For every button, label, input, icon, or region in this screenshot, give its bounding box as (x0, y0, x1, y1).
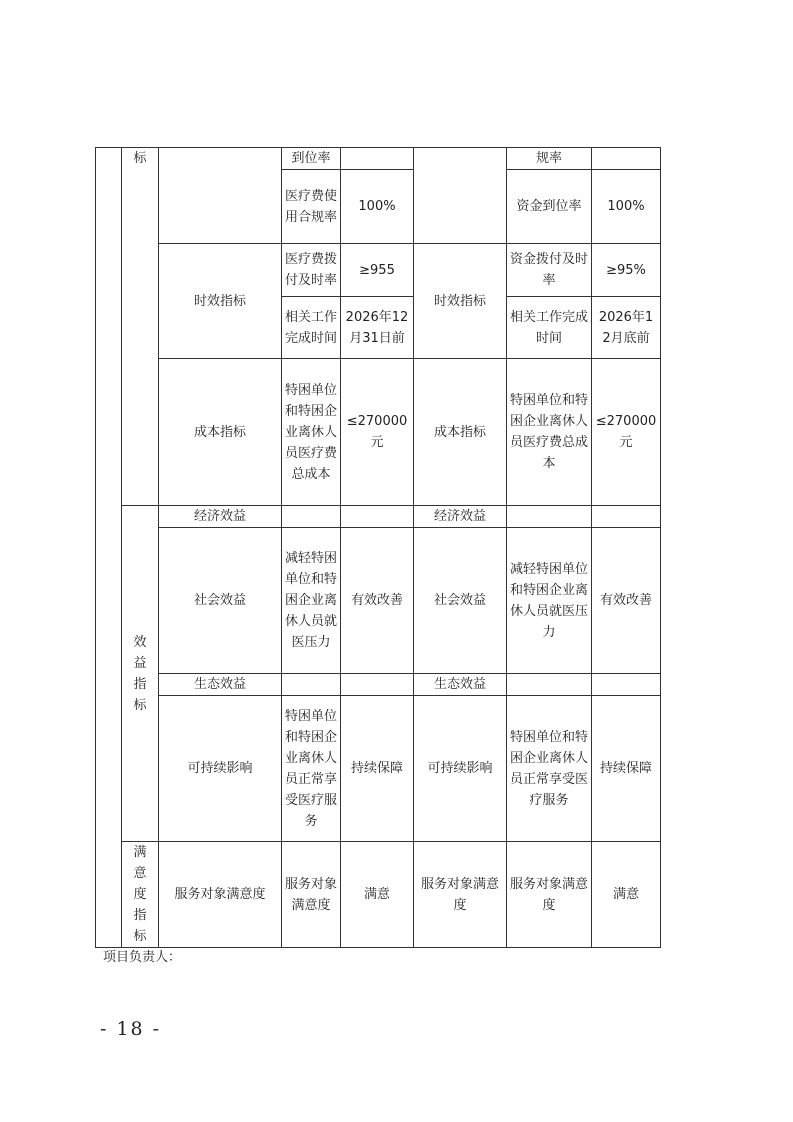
value-cell: 持续保障 (341, 696, 414, 842)
page-number: - 18 - (100, 1018, 162, 1040)
value-cell (592, 148, 661, 170)
value-cell: 满意 (341, 842, 414, 948)
value-cell: 持续保障 (592, 696, 661, 842)
subcategory-cell: 生态效益 (414, 674, 507, 696)
value-cell: 有效改善 (592, 528, 661, 674)
subcategory-cell: 时效指标 (414, 244, 507, 359)
indicator-cell (282, 674, 341, 696)
value-cell: 满意 (592, 842, 661, 948)
table-row (96, 148, 661, 170)
blank-cell (159, 148, 282, 244)
subcategory-cell: 成本指标 (414, 359, 507, 506)
table-row (96, 842, 661, 948)
subcategory-cell: 社会效益 (414, 528, 507, 674)
value-cell: 有效改善 (341, 528, 414, 674)
indicator-cell: 到位率 (282, 148, 341, 170)
indicator-cell (282, 506, 341, 528)
value-cell (592, 506, 661, 528)
blank-cell (414, 148, 507, 244)
subcategory-cell: 服务对象满意度 (159, 842, 282, 948)
table-row (96, 696, 661, 842)
value-cell: ≥95% (592, 244, 661, 297)
subcategory-cell: 可持续影响 (159, 696, 282, 842)
subcategory-cell: 社会效益 (159, 528, 282, 674)
indicator-cell: 资金拨付及时率 (507, 244, 592, 297)
value-cell: 2026年12月31日前 (341, 297, 414, 359)
indicator-cell: 相关工作完成时间 (507, 297, 592, 359)
indicator-cell: 规率 (507, 148, 592, 170)
indicator-cell: 特困单位和特困企业离休人员正常享受医疗服务 (282, 696, 341, 842)
indicator-cell: 减轻特困单位和特困企业离休人员就医压力 (282, 528, 341, 674)
table-row (96, 506, 661, 528)
value-cell: ≥955 (341, 244, 414, 297)
table-row (96, 674, 661, 696)
subcategory-cell: 成本指标 (159, 359, 282, 506)
category-cell: 标 (122, 148, 159, 506)
indicator-cell: 服务对象满意度 (507, 842, 592, 948)
value-cell (341, 148, 414, 170)
indicator-cell: 特困单位和特困企业离休人员正常享受医疗服务 (507, 696, 592, 842)
indicator-cell: 减轻特困单位和特困企业离休人员就医压力 (507, 528, 592, 674)
value-cell (341, 674, 414, 696)
subcategory-cell: 时效指标 (159, 244, 282, 359)
indicator-cell: 相关工作完成时间 (282, 297, 341, 359)
category-cell: 满意度指标 (122, 842, 159, 948)
value-cell: ≤270000元 (341, 359, 414, 506)
performance-indicator-table (95, 147, 661, 948)
indicator-cell: 服务对象满意度 (282, 842, 341, 948)
indicator-cell: 特困单位和特困企业离休人员医疗费总成本 (507, 359, 592, 506)
indicator-cell: 资金到位率 (507, 170, 592, 244)
subcategory-cell: 服务对象满意度 (414, 842, 507, 948)
table-row (96, 528, 661, 674)
indicator-cell (507, 674, 592, 696)
category-cell: 效益指标 (122, 506, 159, 842)
indicator-cell (507, 506, 592, 528)
table-row (96, 244, 661, 297)
value-cell (592, 674, 661, 696)
indicator-cell: 医疗费使用合规率 (282, 170, 341, 244)
table-row (96, 359, 661, 506)
subcategory-cell: 生态效益 (159, 674, 282, 696)
value-cell: 100% (341, 170, 414, 244)
blank-cell (96, 148, 122, 948)
indicator-cell: 医疗费拨付及时率 (282, 244, 341, 297)
value-cell (341, 506, 414, 528)
subcategory-cell: 经济效益 (159, 506, 282, 528)
subcategory-cell: 经济效益 (414, 506, 507, 528)
project-responsible-label: 项目负责人： (103, 950, 182, 965)
subcategory-cell: 可持续影响 (414, 696, 507, 842)
value-cell: ≤270000元 (592, 359, 661, 506)
indicator-cell: 特困单位和特困企业离休人员医疗费总成本 (282, 359, 341, 506)
value-cell: 100% (592, 170, 661, 244)
value-cell: 2026年12月底前 (592, 297, 661, 359)
